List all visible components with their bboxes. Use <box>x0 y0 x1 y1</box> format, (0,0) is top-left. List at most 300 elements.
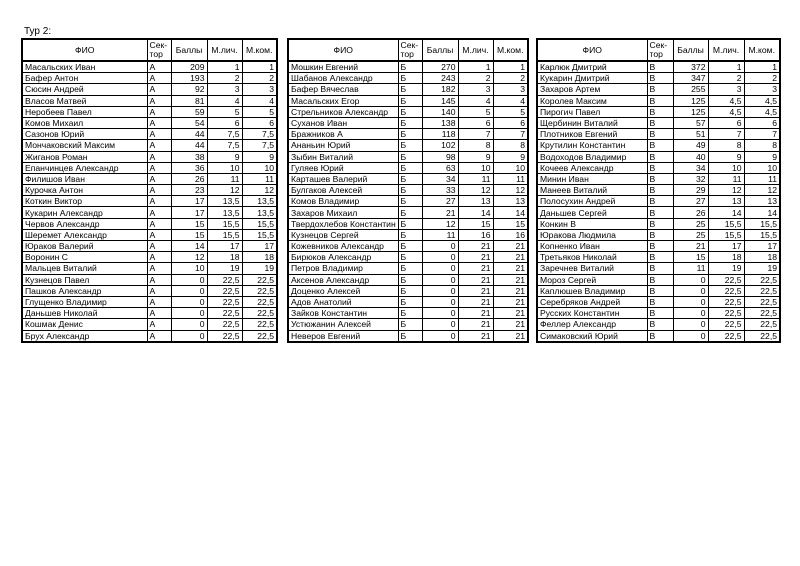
cell-score: 12 <box>422 218 458 229</box>
table-row <box>22 129 277 140</box>
table-row <box>288 296 528 307</box>
cell-place-personal: 16 <box>458 229 493 240</box>
cell-score: 54 <box>171 117 207 128</box>
cell-name: Комов Михаил <box>22 117 147 128</box>
header-sector: Сек- тор <box>647 39 673 61</box>
cell-place-personal: 21 <box>458 274 493 285</box>
cell-name: Воронин С <box>22 252 147 263</box>
table-row <box>288 308 528 319</box>
cell-name: Твердохлебов Константин <box>288 218 398 229</box>
cell-place-team: 22,5 <box>242 319 277 330</box>
cell-name: Водоходов Владимир <box>537 151 647 162</box>
table-row <box>22 285 277 296</box>
cell-place-team: 18 <box>744 252 780 263</box>
cell-place-personal: 4 <box>458 95 493 106</box>
cell-place-team: 4,5 <box>744 95 780 106</box>
cell-sector: Б <box>398 296 422 307</box>
table-row <box>288 207 528 218</box>
table-row <box>22 162 277 173</box>
table-row <box>288 117 528 128</box>
table-row <box>537 129 780 140</box>
cell-place-personal: 12 <box>207 185 242 196</box>
cell-name: Юракова Людмила <box>537 229 647 240</box>
cell-place-personal: 17 <box>708 241 744 252</box>
cell-place-team: 10 <box>493 162 528 173</box>
cell-place-team: 22,5 <box>744 330 780 342</box>
cell-name: Неробеев Павел <box>22 106 147 117</box>
cell-sector: А <box>147 263 171 274</box>
cell-name: Заречнев Виталий <box>537 263 647 274</box>
cell-name: Конкин В <box>537 218 647 229</box>
cell-name: Шабанов Александр <box>288 73 398 84</box>
cell-name: Кукарин Александр <box>22 207 147 218</box>
table-row <box>288 185 528 196</box>
table-header <box>22 39 277 61</box>
cell-score: 0 <box>673 319 708 330</box>
cell-place-personal: 21 <box>458 319 493 330</box>
cell-place-team: 15,5 <box>744 229 780 240</box>
cell-place-personal: 3 <box>207 84 242 95</box>
cell-name: Крутилин Константин <box>537 140 647 151</box>
cell-score: 15 <box>171 229 207 240</box>
cell-score: 0 <box>422 285 458 296</box>
results-table-sector-a <box>21 38 278 343</box>
cell-sector: В <box>647 185 673 196</box>
cell-sector: В <box>647 61 673 73</box>
cell-place-team: 22,5 <box>242 330 277 342</box>
cell-place-personal: 15,5 <box>207 218 242 229</box>
cell-place-personal: 18 <box>207 252 242 263</box>
cell-sector: А <box>147 308 171 319</box>
cell-name: Пашков Александр <box>22 285 147 296</box>
cell-name: Мошкин Евгений <box>288 61 398 73</box>
cell-score: 27 <box>422 196 458 207</box>
cell-place-personal: 4 <box>207 95 242 106</box>
cell-score: 0 <box>422 252 458 263</box>
cell-sector: Б <box>398 140 422 151</box>
cell-sector: В <box>647 285 673 296</box>
cell-place-personal: 13 <box>458 196 493 207</box>
table-row <box>537 308 780 319</box>
table-row <box>537 61 780 73</box>
cell-name: Захаров Михаил <box>288 207 398 218</box>
cell-score: 0 <box>171 296 207 307</box>
cell-name: Карташев Валерий <box>288 173 398 184</box>
cell-name: Епанчинцев Александр <box>22 162 147 173</box>
cell-place-personal: 10 <box>458 162 493 173</box>
cell-sector: Б <box>398 218 422 229</box>
cell-place-team: 21 <box>493 308 528 319</box>
table-row <box>537 95 780 106</box>
cell-place-personal: 22,5 <box>708 330 744 342</box>
cell-score: 25 <box>673 229 708 240</box>
cell-place-personal: 9 <box>708 151 744 162</box>
cell-score: 29 <box>673 185 708 196</box>
cell-sector: А <box>147 296 171 307</box>
cell-name: Мончаковский Максим <box>22 140 147 151</box>
cell-place-personal: 10 <box>207 162 242 173</box>
cell-name: Устюжанин Алексей <box>288 319 398 330</box>
table-row <box>22 73 277 84</box>
cell-score: 0 <box>422 296 458 307</box>
cell-name: Булгаков Алексей <box>288 185 398 196</box>
cell-name: Масальских Егор <box>288 95 398 106</box>
cell-place-team: 22,5 <box>744 274 780 285</box>
cell-score: 193 <box>171 73 207 84</box>
cell-sector: В <box>647 95 673 106</box>
cell-place-personal: 21 <box>458 330 493 342</box>
cell-score: 102 <box>422 140 458 151</box>
cell-score: 0 <box>171 330 207 342</box>
cell-name: Гуляев Юрий <box>288 162 398 173</box>
cell-place-personal: 15 <box>458 218 493 229</box>
cell-score: 0 <box>673 285 708 296</box>
cell-place-personal: 22,5 <box>708 285 744 296</box>
cell-place-team: 13 <box>493 196 528 207</box>
cell-place-team: 22,5 <box>242 308 277 319</box>
cell-place-personal: 22,5 <box>207 319 242 330</box>
cell-place-personal: 21 <box>458 252 493 263</box>
cell-place-personal: 21 <box>458 241 493 252</box>
cell-place-personal: 11 <box>207 173 242 184</box>
cell-sector: В <box>647 241 673 252</box>
cell-place-team: 14 <box>744 207 780 218</box>
cell-place-personal: 7,5 <box>207 140 242 151</box>
cell-sector: В <box>647 151 673 162</box>
cell-sector: Б <box>398 61 422 73</box>
table-row <box>288 162 528 173</box>
cell-sector: Б <box>398 308 422 319</box>
cell-score: 0 <box>422 263 458 274</box>
cell-place-team: 8 <box>744 140 780 151</box>
cell-name: Шеремет Александр <box>22 229 147 240</box>
cell-sector: Б <box>398 84 422 95</box>
cell-place-team: 18 <box>242 252 277 263</box>
cell-sector: В <box>647 173 673 184</box>
cell-place-team: 21 <box>493 319 528 330</box>
header-score: Баллы <box>422 39 458 61</box>
table-row <box>537 173 780 184</box>
cell-place-team: 11 <box>493 173 528 184</box>
cell-sector: Б <box>398 162 422 173</box>
cell-sector: Б <box>398 129 422 140</box>
cell-place-personal: 2 <box>207 73 242 84</box>
cell-score: 63 <box>422 162 458 173</box>
cell-place-team: 19 <box>744 263 780 274</box>
cell-place-team: 2 <box>242 73 277 84</box>
cell-place-team: 22,5 <box>744 285 780 296</box>
cell-name: Зайков Константин <box>288 308 398 319</box>
cell-score: 33 <box>422 185 458 196</box>
cell-score: 125 <box>673 106 708 117</box>
cell-place-personal: 8 <box>708 140 744 151</box>
cell-score: 14 <box>171 241 207 252</box>
header-score: Баллы <box>171 39 207 61</box>
cell-score: 34 <box>673 162 708 173</box>
cell-place-personal: 21 <box>458 285 493 296</box>
cell-sector: Б <box>398 330 422 342</box>
cell-place-team: 7,5 <box>242 140 277 151</box>
table-row <box>537 296 780 307</box>
cell-sector: А <box>147 95 171 106</box>
cell-sector: А <box>147 117 171 128</box>
cell-name: Ананьин Юрий <box>288 140 398 151</box>
cell-place-team: 11 <box>744 173 780 184</box>
cell-place-team: 1 <box>744 61 780 73</box>
table-row <box>537 207 780 218</box>
cell-place-personal: 8 <box>458 140 493 151</box>
cell-place-personal: 7 <box>458 129 493 140</box>
cell-place-personal: 9 <box>458 151 493 162</box>
cell-score: 34 <box>422 173 458 184</box>
cell-name: Коткин Виктор <box>22 196 147 207</box>
cell-name: Власов Матвей <box>22 95 147 106</box>
table-row <box>22 196 277 207</box>
cell-sector: В <box>647 218 673 229</box>
cell-place-team: 11 <box>242 173 277 184</box>
cell-name: Бирюков Александр <box>288 252 398 263</box>
cell-score: 0 <box>171 308 207 319</box>
table-row <box>288 229 528 240</box>
cell-place-team: 5 <box>493 106 528 117</box>
table-row <box>537 196 780 207</box>
table-row <box>22 117 277 128</box>
cell-place-team: 13,5 <box>242 196 277 207</box>
cell-place-team: 8 <box>493 140 528 151</box>
cell-name: Филишов Иван <box>22 173 147 184</box>
cell-sector: В <box>647 252 673 263</box>
table-row <box>288 140 528 151</box>
cell-place-team: 22,5 <box>744 319 780 330</box>
table-row <box>22 241 277 252</box>
cell-score: 44 <box>171 140 207 151</box>
results-table-sector-v <box>536 38 781 343</box>
table-row <box>288 218 528 229</box>
cell-name: Сазонов Юрий <box>22 129 147 140</box>
cell-name: Курочка Антон <box>22 185 147 196</box>
cell-sector: А <box>147 106 171 117</box>
cell-sector: В <box>647 129 673 140</box>
cell-sector: В <box>647 308 673 319</box>
cell-name: Пирогич Павел <box>537 106 647 117</box>
cell-sector: Б <box>398 117 422 128</box>
cell-score: 0 <box>422 308 458 319</box>
cell-place-team: 9 <box>744 151 780 162</box>
cell-place-team: 3 <box>493 84 528 95</box>
cell-name: Жиганов Роман <box>22 151 147 162</box>
cell-name: Плотников Евгений <box>537 129 647 140</box>
table-row <box>288 151 528 162</box>
cell-place-team: 10 <box>242 162 277 173</box>
cell-sector: Б <box>398 241 422 252</box>
cell-sector: Б <box>398 207 422 218</box>
cell-name: Даньшев Николай <box>22 308 147 319</box>
cell-place-personal: 22,5 <box>708 308 744 319</box>
table-row <box>537 319 780 330</box>
cell-name: Минин Иван <box>537 173 647 184</box>
cell-place-personal: 17 <box>207 241 242 252</box>
cell-place-personal: 15,5 <box>708 218 744 229</box>
cell-place-personal: 13 <box>708 196 744 207</box>
cell-score: 255 <box>673 84 708 95</box>
cell-sector: Б <box>398 196 422 207</box>
cell-sector: Б <box>398 151 422 162</box>
cell-sector: Б <box>398 319 422 330</box>
cell-place-team: 22,5 <box>242 274 277 285</box>
cell-place-team: 2 <box>744 73 780 84</box>
table-row <box>288 196 528 207</box>
cell-name: Захаров Артем <box>537 84 647 95</box>
table-row <box>288 129 528 140</box>
cell-score: 57 <box>673 117 708 128</box>
cell-place-personal: 19 <box>207 263 242 274</box>
cell-place-team: 22,5 <box>242 285 277 296</box>
cell-place-team: 7,5 <box>242 129 277 140</box>
cell-score: 10 <box>171 263 207 274</box>
header-place-team: М.ком. <box>744 39 780 61</box>
cell-sector: Б <box>398 263 422 274</box>
cell-name: Русских Константин <box>537 308 647 319</box>
cell-sector: А <box>147 140 171 151</box>
table-row <box>537 218 780 229</box>
cell-place-personal: 2 <box>708 73 744 84</box>
cell-score: 125 <box>673 95 708 106</box>
cell-score: 0 <box>673 274 708 285</box>
table-header <box>537 39 780 61</box>
table-row <box>537 140 780 151</box>
cell-score: 145 <box>422 95 458 106</box>
cell-sector: В <box>647 207 673 218</box>
cell-place-personal: 21 <box>458 296 493 307</box>
cell-name: Серебряков Андрей <box>537 296 647 307</box>
table-row <box>22 218 277 229</box>
cell-sector: Б <box>398 73 422 84</box>
table-row <box>22 229 277 240</box>
table-row <box>537 252 780 263</box>
header-place-personal: М.лич. <box>708 39 744 61</box>
cell-name: Аксенов Александр <box>288 274 398 285</box>
cell-name: Брух Александр <box>22 330 147 342</box>
cell-sector: А <box>147 73 171 84</box>
cell-place-personal: 14 <box>708 207 744 218</box>
cell-place-personal: 12 <box>708 185 744 196</box>
cell-score: 0 <box>673 330 708 342</box>
cell-sector: В <box>647 274 673 285</box>
table-row <box>288 84 528 95</box>
table-row <box>22 61 277 73</box>
cell-score: 15 <box>673 252 708 263</box>
cell-place-team: 4,5 <box>744 106 780 117</box>
cell-name: Феллер Александр <box>537 319 647 330</box>
cell-place-personal: 3 <box>708 84 744 95</box>
cell-place-team: 12 <box>744 185 780 196</box>
cell-place-team: 21 <box>493 263 528 274</box>
cell-place-personal: 22,5 <box>207 308 242 319</box>
cell-place-personal: 2 <box>458 73 493 84</box>
cell-place-team: 17 <box>242 241 277 252</box>
table-row <box>288 285 528 296</box>
cell-place-personal: 6 <box>458 117 493 128</box>
table-row <box>288 319 528 330</box>
cell-sector: В <box>647 73 673 84</box>
header-place-personal: М.лич. <box>458 39 493 61</box>
cell-sector: А <box>147 207 171 218</box>
cell-place-team: 22,5 <box>242 296 277 307</box>
cell-name: Кузнецов Павел <box>22 274 147 285</box>
cell-score: 17 <box>171 207 207 218</box>
cell-score: 17 <box>171 196 207 207</box>
cell-place-team: 15,5 <box>242 229 277 240</box>
cell-sector: А <box>147 129 171 140</box>
cell-place-personal: 9 <box>207 151 242 162</box>
table-row <box>288 274 528 285</box>
cell-score: 21 <box>422 207 458 218</box>
cell-name: Юраков Валерий <box>22 241 147 252</box>
cell-score: 92 <box>171 84 207 95</box>
cell-place-personal: 7 <box>708 129 744 140</box>
cell-score: 0 <box>171 274 207 285</box>
cell-score: 140 <box>422 106 458 117</box>
cell-place-team: 14 <box>493 207 528 218</box>
table-row <box>22 151 277 162</box>
table-row <box>22 252 277 263</box>
table-row <box>288 173 528 184</box>
cell-name: Манеев Виталий <box>537 185 647 196</box>
header-name: ФИО <box>288 39 398 61</box>
cell-place-team: 4 <box>242 95 277 106</box>
cell-place-team: 21 <box>493 285 528 296</box>
table-row <box>537 263 780 274</box>
table-row <box>537 162 780 173</box>
cell-score: 0 <box>422 330 458 342</box>
table-row <box>22 185 277 196</box>
cell-score: 0 <box>422 319 458 330</box>
cell-place-personal: 7,5 <box>207 129 242 140</box>
cell-place-team: 19 <box>242 263 277 274</box>
cell-score: 38 <box>171 151 207 162</box>
cell-place-personal: 4,5 <box>708 95 744 106</box>
cell-score: 347 <box>673 73 708 84</box>
cell-place-team: 17 <box>744 241 780 252</box>
cell-place-team: 21 <box>493 274 528 285</box>
cell-place-personal: 1 <box>207 61 242 73</box>
cell-place-personal: 4,5 <box>708 106 744 117</box>
table-row <box>537 229 780 240</box>
cell-score: 0 <box>422 241 458 252</box>
cell-name: Неверов Евгений <box>288 330 398 342</box>
cell-name: Адов Анатолий <box>288 296 398 307</box>
cell-place-personal: 22,5 <box>708 296 744 307</box>
cell-score: 23 <box>171 185 207 196</box>
cell-sector: Б <box>398 95 422 106</box>
cell-place-personal: 14 <box>458 207 493 218</box>
cell-place-team: 7 <box>493 129 528 140</box>
cell-name: Кочеев Александр <box>537 162 647 173</box>
cell-sector: А <box>147 285 171 296</box>
cell-score: 36 <box>171 162 207 173</box>
cell-place-personal: 11 <box>458 173 493 184</box>
table-row <box>537 285 780 296</box>
table-row <box>22 106 277 117</box>
cell-score: 118 <box>422 129 458 140</box>
table-row <box>288 106 528 117</box>
cell-sector: Б <box>398 185 422 196</box>
cell-score: 26 <box>171 173 207 184</box>
cell-sector: В <box>647 106 673 117</box>
cell-place-team: 22,5 <box>744 308 780 319</box>
cell-place-personal: 15,5 <box>207 229 242 240</box>
table-row <box>537 117 780 128</box>
